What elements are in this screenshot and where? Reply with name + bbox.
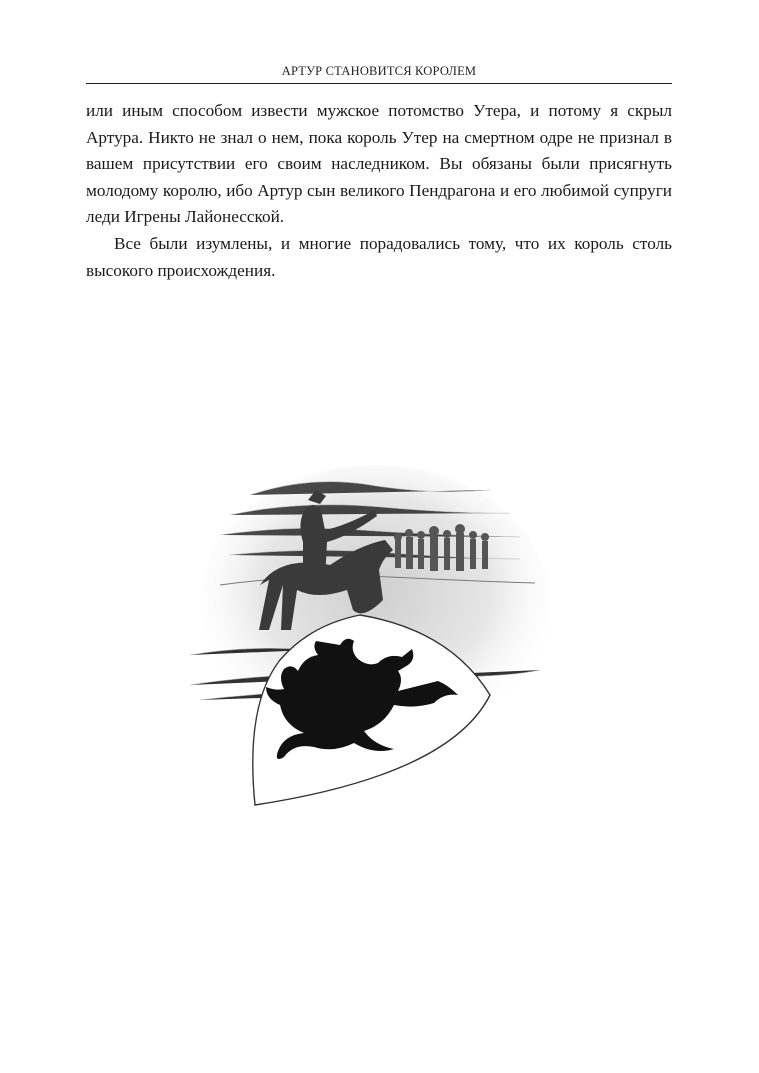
- paragraph-2: Все были изумлены, и многие порадовались тому, что их король столь высокого происхождения.: [86, 233, 672, 280]
- paragraph-1: или иным способом извести мужское потомство Утера, и потому я скрыл Артура. Никто не знал о нем, пока король Утер на смертном одре не признал в вашем присутствии его своим наследником. Вы обязаны были присягнуть молодому королю, ибо Артур сын великого Пендрагона и его любимой супруги леди Игрены Лайонесской.: [86, 101, 672, 227]
- body-text: [86, 98, 672, 284]
- engraving-illustration: [190, 455, 550, 815]
- header-rule: [86, 83, 672, 84]
- running-title: АРТУР СТАНОВИТСЯ КОРОЛЕМ: [281, 64, 477, 78]
